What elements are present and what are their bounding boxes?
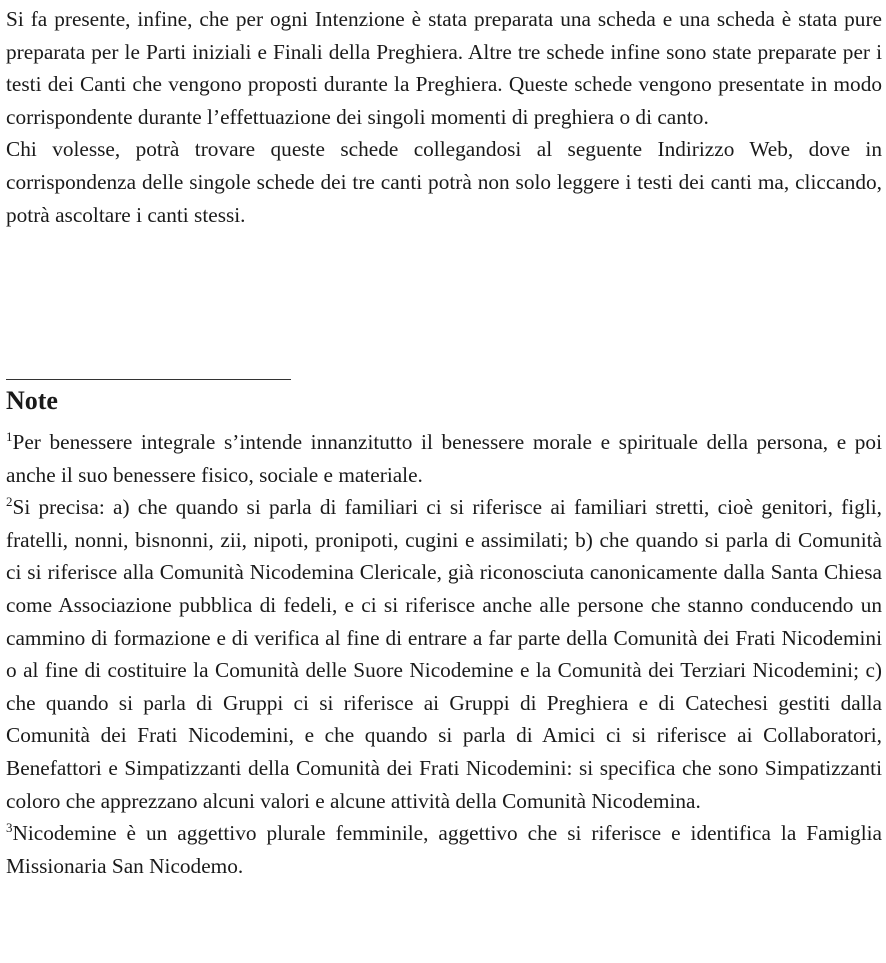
footnote-number: 3 [6,820,13,836]
document-body [6,0,882,231]
footnote-text: Nicodemine è un aggettivo plurale femminile, aggettivo che si riferisce e identifica la Famiglia Missionaria San Nicodemo. [6,821,882,878]
body-paragraph: Si fa presente, infine, che per ogni Intenzione è stata preparata una scheda e una scheda è stata pure preparata per le Parti iniziali e Finali della Preghiera. Altre tre schede infine sono state preparate per i testi dei Canti che vengono proposti durante la Preghiera. Queste schede vengono presentate in modo corrispondente durante l’effettuazione dei singoli momenti di preghiera o di canto. [6,7,882,129]
footnote-number: 1 [6,429,13,444]
notes-list [6,426,882,882]
footnote-text: Si precisa: a) che quando si parla di familiari ci si riferisce ai familiari stretti, cioè genitori, figli, fratelli, nonni, bisnonni, zii, nipoti, pronipoti, cugini e assimilati; b) che quando si parla di Comunità ci si riferisce alla Comunità Nicodemina Clericale, già riconosciuta canonicamente dalla Santa Chiesa come Associazione pubblica di fedeli, e ci si riferisce anche alle persone che stanno conducendo un cammino di formazione e di verifica al fine di entrare a far parte della Comunità dei Frati Nicodemini o al fine di costituire la Comunità delle Suore Nicodemine e la Comunità dei Terziari Nicodemini; c) che quando si parla di Gruppi ci si riferisce ai Gruppi di Preghiera e di Catechesi gestiti dalla Comunità dei Frati Nicodemini, e che quando si parla di Amici ci si riferisce ai Collaboratori, Benefattori e Simpatizzanti della Comunità dei Frati Nicodemini: si specifica che sono Simpatizzanti coloro che apprezzano alcuni valori e alcune attività della Comunità Nicodemina. [6,495,882,813]
footnote [6,491,882,817]
footnote [6,426,882,491]
body-paragraph: Chi volesse, potrà trovare queste schede collegandosi al seguente Indirizzo Web, dove in corrispondenza delle singole schede dei tre canti potrà non solo leggere i testi dei canti ma, cliccando, potrà ascoltare i canti stessi. [6,137,882,227]
footnote-text: Per benessere integrale s’intende innanzitutto il benessere morale e spirituale della persona, e poi anche il suo benessere fisico, sociale e materiale. [6,430,882,487]
footnote [6,817,882,882]
footnote-separator [6,379,291,380]
footnote-number: 2 [6,494,13,510]
notes-heading: Note [6,386,58,415]
